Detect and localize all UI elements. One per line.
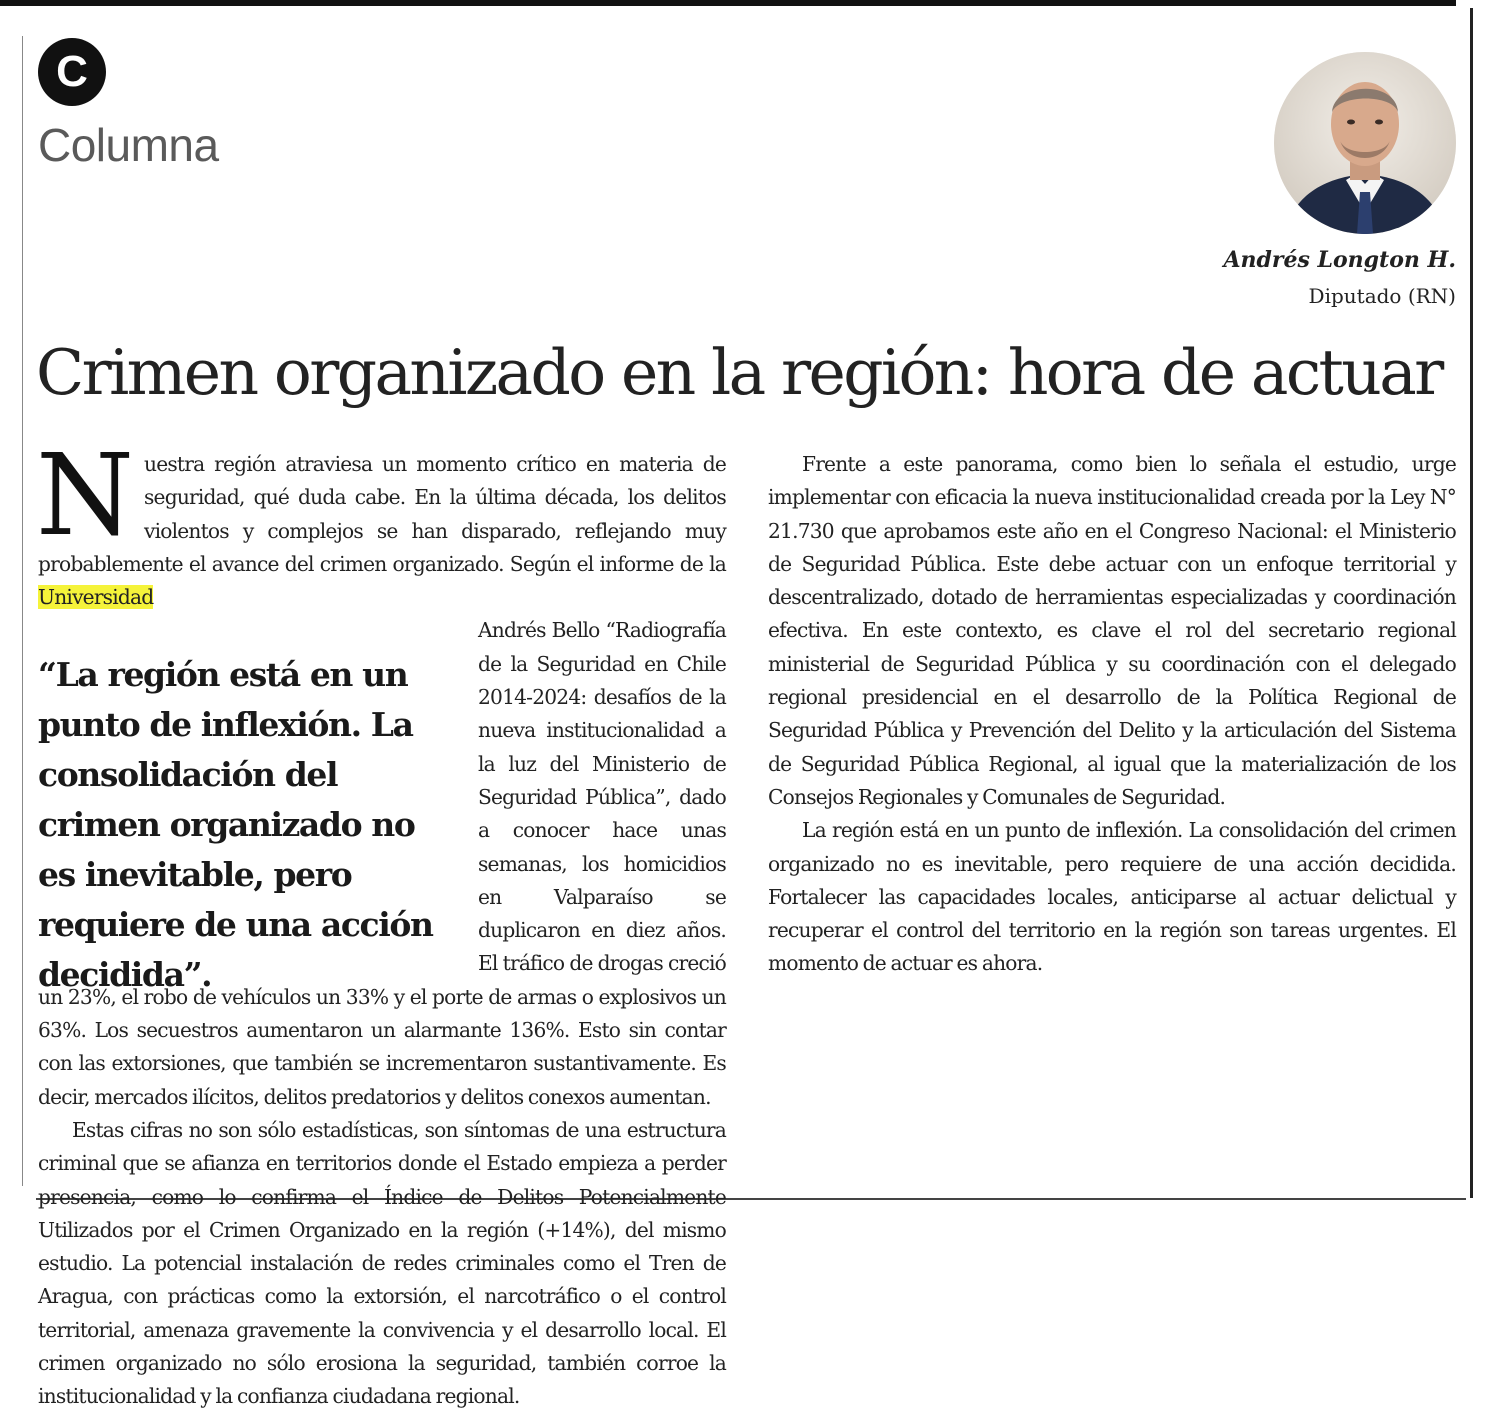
author-role: Diputado (RN) [1308,284,1456,308]
article-paragraph-4: La región está en un punto de inflexión. La consolidación del crimen organizado no es inevitable, pero requiere de una acción decidida. Fortalecer las capacidades locales, anticiparse al actuar delictual y recuperar el control del territorio en la región son tareas urgentes. El momento de actuar es ahora. [768,818,1456,976]
drop-cap: N [36,431,134,561]
right-rule [1470,8,1473,1198]
article-headline: Crimen organizado en la región: hora de actuar [36,336,1442,409]
article-column-right [768,448,1456,1188]
section-label: Columna [38,119,219,171]
top-rule [0,0,1456,6]
pull-quote: “La región está en un punto de inflexión. La consolidación del crimen organizado no es inevitable, pero requiere de una acción decidida”. [38,655,433,995]
paragraph-1-part-a: uestra región atraviesa un momento crítico en materia de seguridad, qué duda cabe. En la última década, los delitos violentos y complejos se han disparado, reflejando muy probablemente el avance del crimen organizado. Según el informe de la [38,452,726,576]
article-column-left [36,431,726,1409]
paragraph-1-part-b: Andrés Bello “Radiografía de la Seguridad en Chile 2014-2024: desafíos de la nueva institucionalidad a la luz del Ministerio de Seguridad Pública”, dado a conocer hace unas semanas, los homicidios en Valparaíso se duplicaron en diez años. El tráfico de drogas creció un 23%, el robo de vehículos un 33% y el porte de armas o explosivos un 63%. Los secuestros aumentaron un alarmante 136%. Esto sin contar con las extorsiones, que también se incrementaron sustantivamente. Es decir, mercados ilícitos, delitos predatorios y delitos conexos aumentan. [38,618,726,1109]
article-paragraph-3: Frente a este panorama, como bien lo señala el estudio, urge implementar con eficacia la nueva institucionalidad creada por la Ley N° 21.730 que aprobamos este año en el Congreso Nacional: el Ministerio de Seguridad Pública. Este debe actuar con un enfoque territorial y descentralizado, dotado de herramientas especializadas y coordinación efectiva. En este contexto, es clave el rol del secretario regional ministerial de Seguridad Pública y su coordinación con el delegado regional presidencial en el desarrollo de la Política Regional de Seguridad Pública y Prevención del Delito y la articulación del Sistema de Seguridad Pública Regional, al igual que la materialización de los Consejos Regionales y Comunales de Seguridad. [768,452,1456,809]
highlighted-text: Universidad [38,585,154,610]
article-paragraph-2: Estas cifras no son sólo estadísticas, son síntomas de una estructura criminal que se afianza en territorios donde el Estado empieza a perder presencia, como lo confirma el Índice de Delitos Potencialmente Utilizados por el Crimen Organizado en la región (+14%), del mismo estudio. La potencial instalación de redes criminales como el Tren de Aragua, con prácticas como la extorsión, el narcotráfico o el control territorial, amenaza gravemente la convivencia y el desarrollo local. El crimen organizado no sólo erosiona la seguridad, también corroe la institucionalidad y la confianza ciudadana regional. [38,1117,726,1409]
column-badge-icon: C [38,38,106,106]
left-rule [22,36,23,1186]
article-paragraph-1 [36,431,726,614]
author-name: Andrés Longton H. [1223,247,1456,273]
author-portrait-icon [1274,52,1456,234]
author-portrait [1274,52,1456,234]
